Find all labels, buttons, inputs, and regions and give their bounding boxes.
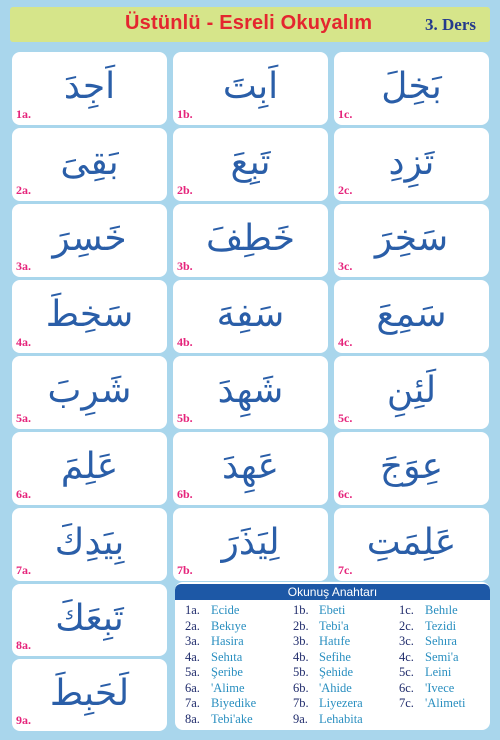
reading-key-entry: 4b. Sefihe bbox=[293, 649, 351, 664]
word-card-2a[interactable] bbox=[12, 128, 167, 201]
arabic-word: خَطِفَ bbox=[205, 218, 296, 259]
reading-key-column-2 bbox=[293, 603, 363, 727]
arabic-word: لَحَبِطَ bbox=[49, 673, 130, 714]
reading-key-entry: 5c. Leini bbox=[399, 665, 452, 679]
reading-key-entry: 7c. 'Alimeti bbox=[399, 696, 466, 710]
card-label: 2c. bbox=[338, 183, 353, 197]
arabic-word: عَلِمَتِ bbox=[366, 522, 457, 563]
card-label: 3b. bbox=[177, 259, 193, 273]
arabic-word: بَخِلَ bbox=[381, 66, 442, 107]
word-card-1c[interactable] bbox=[334, 52, 489, 125]
arabic-word: سَمِعَ bbox=[376, 294, 447, 335]
card-label: 7a. bbox=[16, 563, 31, 577]
word-card-1b[interactable] bbox=[173, 52, 328, 125]
word-card-7a[interactable] bbox=[12, 508, 167, 581]
word-card-4c[interactable] bbox=[334, 280, 489, 353]
arabic-word: شَهِدَ bbox=[217, 370, 284, 411]
word-card-5a[interactable] bbox=[12, 356, 167, 429]
page-title: Üstünlü - Esreli Okuyalım bbox=[125, 12, 373, 34]
card-label: 1a. bbox=[16, 107, 31, 121]
reading-key-entry: 1a. Ecide bbox=[185, 603, 240, 617]
card-label: 4b. bbox=[177, 335, 193, 349]
reading-key-entry: 2b. Tebi'a bbox=[293, 618, 349, 633]
reading-key-entry: 1c. Behıle bbox=[399, 603, 458, 617]
header-bar bbox=[10, 7, 490, 42]
word-card-6a[interactable] bbox=[12, 432, 167, 505]
arabic-word: تَبِعَ bbox=[230, 142, 271, 183]
card-label: 4a. bbox=[16, 335, 31, 349]
reading-key-entry: 3b. Hatıfe bbox=[293, 634, 351, 648]
word-card-1a[interactable] bbox=[12, 52, 167, 125]
arabic-word: شَرِبَ bbox=[47, 370, 132, 411]
reading-key-entry: 8a. Tebi'ake bbox=[185, 711, 253, 726]
arabic-word: خَسِرَ bbox=[52, 218, 127, 259]
word-card-2c[interactable] bbox=[334, 128, 489, 201]
reading-key-entry: 7b. Liyezera bbox=[293, 696, 363, 710]
reading-key-entry: 9a. Lehabita bbox=[293, 711, 363, 726]
card-label: 1b. bbox=[177, 107, 193, 121]
reading-key-entry: 4a. Sehıta bbox=[185, 649, 243, 664]
card-label: 6a. bbox=[16, 487, 31, 501]
reading-key-entry: 6c. 'Ivece bbox=[399, 680, 455, 695]
arabic-word: اَبِتَ bbox=[222, 66, 279, 107]
card-label: 7c. bbox=[338, 563, 353, 577]
reading-key-entry: 7a. Biyedike bbox=[185, 696, 257, 710]
reading-key-entry: 6a. 'Alime bbox=[185, 680, 245, 695]
word-card-5c[interactable] bbox=[334, 356, 489, 429]
reading-key-column-3 bbox=[399, 603, 465, 712]
card-label: 5a. bbox=[16, 411, 31, 425]
arabic-word: تَزِدِ bbox=[388, 142, 435, 183]
card-label: 5c. bbox=[338, 411, 353, 425]
arabic-word: عَلِمَ bbox=[60, 446, 119, 487]
reading-key-entry: 3c. Sehıra bbox=[399, 634, 457, 648]
reading-key-panel bbox=[175, 582, 490, 730]
card-label: 3a. bbox=[16, 259, 31, 273]
arabic-word: لَئِنِ bbox=[386, 370, 437, 411]
card-label: 4c. bbox=[338, 335, 353, 349]
card-label: 2a. bbox=[16, 183, 31, 197]
word-card-3b[interactable] bbox=[173, 204, 328, 277]
word-card-4b[interactable] bbox=[173, 280, 328, 353]
arabic-word: بِيَدِكَ bbox=[54, 522, 125, 563]
word-card-6b[interactable] bbox=[173, 432, 328, 505]
card-label: 7b. bbox=[177, 563, 193, 577]
word-card-7b[interactable] bbox=[173, 508, 328, 581]
arabic-word: تَبِعَكَ bbox=[55, 598, 124, 639]
card-label: 5b. bbox=[177, 411, 193, 425]
word-card-7c[interactable] bbox=[334, 508, 489, 581]
reading-key-column-1 bbox=[185, 603, 256, 727]
reading-key-entry: 5b. Şehide bbox=[293, 665, 354, 679]
reading-key-entry: 6b. 'Ahide bbox=[293, 680, 352, 695]
reading-key-entry: 2a. Bekıye bbox=[185, 618, 247, 633]
arabic-word: عِوَجَ bbox=[379, 446, 444, 487]
lesson-number: 3. Ders bbox=[425, 15, 476, 34]
reading-key-title: Okunuş Anahtarı bbox=[175, 584, 490, 600]
arabic-word: عَهِدَ bbox=[222, 446, 279, 487]
arabic-word: لِيَذَرَ bbox=[221, 522, 280, 563]
arabic-word: سَخِطَ bbox=[45, 294, 134, 335]
reading-key-entry: 2c. Tezidi bbox=[399, 618, 457, 633]
card-label: 2b. bbox=[177, 183, 193, 197]
arabic-word: بَقِىَ bbox=[60, 142, 119, 183]
arabic-word: اَجِدَ bbox=[63, 66, 116, 107]
arabic-word: سَفِهَ bbox=[216, 294, 285, 335]
card-label: 1c. bbox=[338, 107, 353, 121]
reading-key-entry: 4c. Semi'a bbox=[399, 649, 459, 664]
card-label: 8a. bbox=[16, 638, 31, 652]
reading-key-entry: 5a. Şeribe bbox=[185, 665, 243, 679]
card-label: 3c. bbox=[338, 259, 353, 273]
reading-key-entry: 3a. Hasira bbox=[185, 634, 244, 648]
word-card-3c[interactable] bbox=[334, 204, 489, 277]
word-card-8a[interactable] bbox=[12, 584, 167, 656]
word-card-4a[interactable] bbox=[12, 280, 167, 353]
word-card-3a[interactable] bbox=[12, 204, 167, 277]
card-label: 6b. bbox=[177, 487, 193, 501]
word-card-2b[interactable] bbox=[173, 128, 328, 201]
word-card-9a[interactable] bbox=[12, 659, 167, 731]
card-label: 9a. bbox=[16, 713, 31, 727]
arabic-word: سَخِرَ bbox=[374, 218, 449, 259]
card-label: 6c. bbox=[338, 487, 353, 501]
reading-key-entry: 1b. Ebeti bbox=[293, 603, 346, 617]
word-card-6c[interactable] bbox=[334, 432, 489, 505]
word-card-5b[interactable] bbox=[173, 356, 328, 429]
